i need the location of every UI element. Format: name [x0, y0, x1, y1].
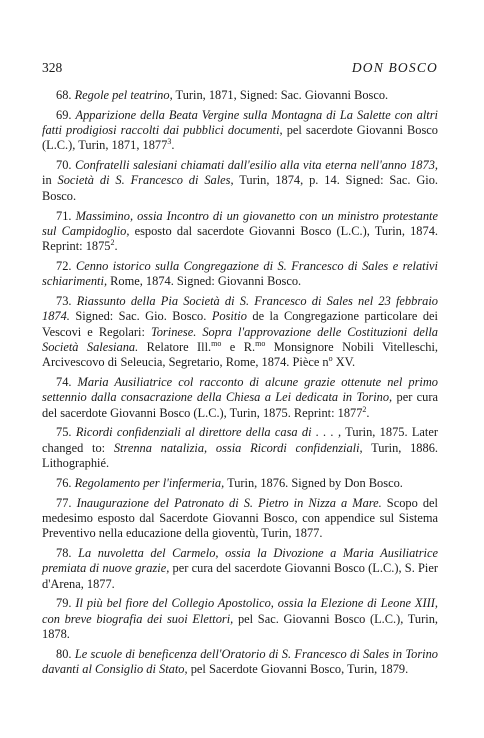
bibliography-entry: [42, 476, 438, 491]
entry-title-italic: Inaugurazione del Patronato di S. Pietro in Nizza a Mare.: [76, 495, 382, 510]
superscript: o: [328, 354, 333, 364]
bibliography-entry: [42, 647, 438, 678]
page-number: 328: [42, 60, 63, 75]
bibliography-entry: [42, 108, 438, 154]
superscript: 3: [167, 137, 172, 147]
superscript: 2: [110, 238, 115, 248]
entry-text: Rome, 1874. Signed: Giovanni Bosco.: [107, 274, 302, 289]
bibliography-entry: [42, 496, 438, 542]
entry-title-italic: Strenna natalizia, ossia Ricordi confidenziali,: [113, 440, 363, 455]
entry-number: 79.: [56, 596, 72, 611]
entry-text: e R.: [221, 339, 256, 354]
entry-number: 80.: [56, 646, 72, 661]
entry-text: Relatore Ill.: [138, 339, 212, 354]
entry-title-italic: Massimino, ossia Incontro di un giovanetto con un ministro protestante sul Campidoglio,: [42, 208, 438, 238]
entry-title-italic: Positio: [211, 309, 247, 324]
bibliography-entry: [42, 425, 438, 471]
entry-text: Turin, 1871, Signed: Sac. Giovanni Bosco.: [172, 88, 389, 102]
entry-title-italic: Regolamento per l'infermeria,: [74, 475, 225, 490]
entry-text: pel sacerdote Giovanni Bosco (L.C.), Turin, 1871, 1877: [42, 123, 438, 153]
entry-number: 74.: [56, 375, 72, 390]
entry-text: Turin, 1874, p. 14. Signed: Sac. Gio. Bosco.: [42, 173, 438, 203]
entry-text: pel Sac. Giovanni Bosco (L.C.), Turin, 1878.: [42, 611, 438, 641]
entry-text: .: [366, 405, 370, 420]
entry-number: 69.: [56, 107, 72, 122]
entry-title-italic: Società di S. Francesco di Sales,: [57, 173, 234, 188]
entry-text: XV.: [332, 355, 356, 370]
bibliography-entry: [42, 209, 438, 255]
superscript: mo: [211, 338, 222, 348]
entry-number: 75.: [56, 425, 72, 440]
bibliography-entry: [42, 294, 438, 370]
entry-text: Turin, 1875. Later changed to:: [42, 425, 438, 455]
entry-text: per cura del sacerdote Giovanni Bosco (L.C.), Turin, 1875. Reprint: 1877: [42, 390, 438, 420]
entry-title-italic: Cenno istorico sulla Congregazione di S. Francesco di Sales e relativi schiarimenti,: [42, 258, 438, 289]
entry-number: 68.: [56, 88, 72, 102]
entry-title-italic: Regole pel teatrino,: [74, 88, 173, 102]
entry-text: pel Sacerdote Giovanni Bosco, Turin, 1879.: [187, 662, 409, 677]
bibliography-entry: [42, 158, 438, 204]
entry-title-italic: La nuvoletta del Carmelo, ossia la Divozione a Maria Ausiliatrice premiata di nuove grazie,: [42, 546, 438, 576]
entry-title-italic: Confratelli salesiani chiamati dall'esilio alla vita eterna nell'anno 1873,: [75, 158, 438, 173]
bibliography-entry: [42, 596, 438, 642]
entry-text: Monsignore Nobili Vitelleschi, Arcivescovo di Seleucia, Segretario, Rome, 1874. Pièce n: [42, 339, 438, 370]
entry-title-italic: Il più bel fiore del Collegio Apostolico, ossia la Elezione di Leone XIII, con breve biografia dei suoi Elettori,: [42, 596, 438, 626]
entry-number: 73.: [56, 294, 72, 309]
entry-text: Turin, 1886. Lithographié.: [42, 440, 438, 471]
entry-number: 78.: [56, 546, 72, 561]
entry-title-italic: Maria Ausiliatrice col racconto di alcune grazie ottenute nel primo settennio dalla consacrazione della Chiesa a Lei dedicata in Torino,: [42, 375, 438, 405]
entry-number: 72.: [56, 258, 72, 273]
entry-title-italic: Riassunto della Pia Società di S. Francesco di Sales nel 23 febbraio 1874.: [42, 294, 438, 324]
bibliography-entry: [42, 259, 438, 290]
entry-text: .: [114, 239, 118, 254]
superscript: 2: [362, 404, 367, 414]
superscript: mo: [255, 338, 266, 348]
entry-text: per cura del sacerdote Giovanni Bosco (L.C.), S. Pier d'Arena, 1877.: [42, 561, 438, 591]
bibliography-entry: [42, 375, 438, 421]
entry-text: .: [171, 138, 175, 153]
bibliography-entry: [42, 88, 438, 103]
entry-text: Signed: Sac. Gio. Bosco.: [69, 309, 212, 324]
entry-title-italic: Apparizione della Beata Vergine sulla Montagna di La Salette con altri fatti prodigiosi raccolti dai pubblici documenti,: [42, 107, 438, 138]
entry-title-italic: Le scuole di beneficenza dell'Oratorio di S. Francesco di Sales in Torino davanti al Consiglio di Stato,: [42, 646, 438, 677]
bibliography-entry: [42, 546, 438, 592]
entry-number: 76.: [56, 475, 72, 490]
entry-number: 71.: [56, 208, 72, 223]
entry-text: esposto dal sacerdote Giovanni Bosco (L.C.), Turin, 1874. Reprint: 1875: [42, 223, 438, 254]
entry-text: Turin, 1876. Signed by Don Bosco.: [224, 475, 403, 490]
entry-title-italic: Torinese. Sopra l'approvazione delle Costituzioni della Società Salesiana.: [42, 324, 438, 354]
page-header: [42, 60, 438, 76]
entry-title-italic: Ricordi confidenziali al direttore della casa di . . . ,: [75, 425, 342, 440]
entry-text: in: [42, 173, 58, 188]
entry-text: de la Congregazione particolare dei Vescovi e Regolari:: [42, 309, 438, 339]
entry-number: 70.: [56, 158, 72, 173]
entry-number: 77.: [56, 495, 72, 510]
running-title: DON BOSCO: [351, 60, 438, 75]
bibliography-list: [42, 88, 438, 677]
entry-text: Scopo del medesimo esposto dal Sacerdote Giovanni Bosco, con appendice sul Sistema Preventivo nella educazione della gioventù, Turin, 1877.: [42, 495, 438, 541]
